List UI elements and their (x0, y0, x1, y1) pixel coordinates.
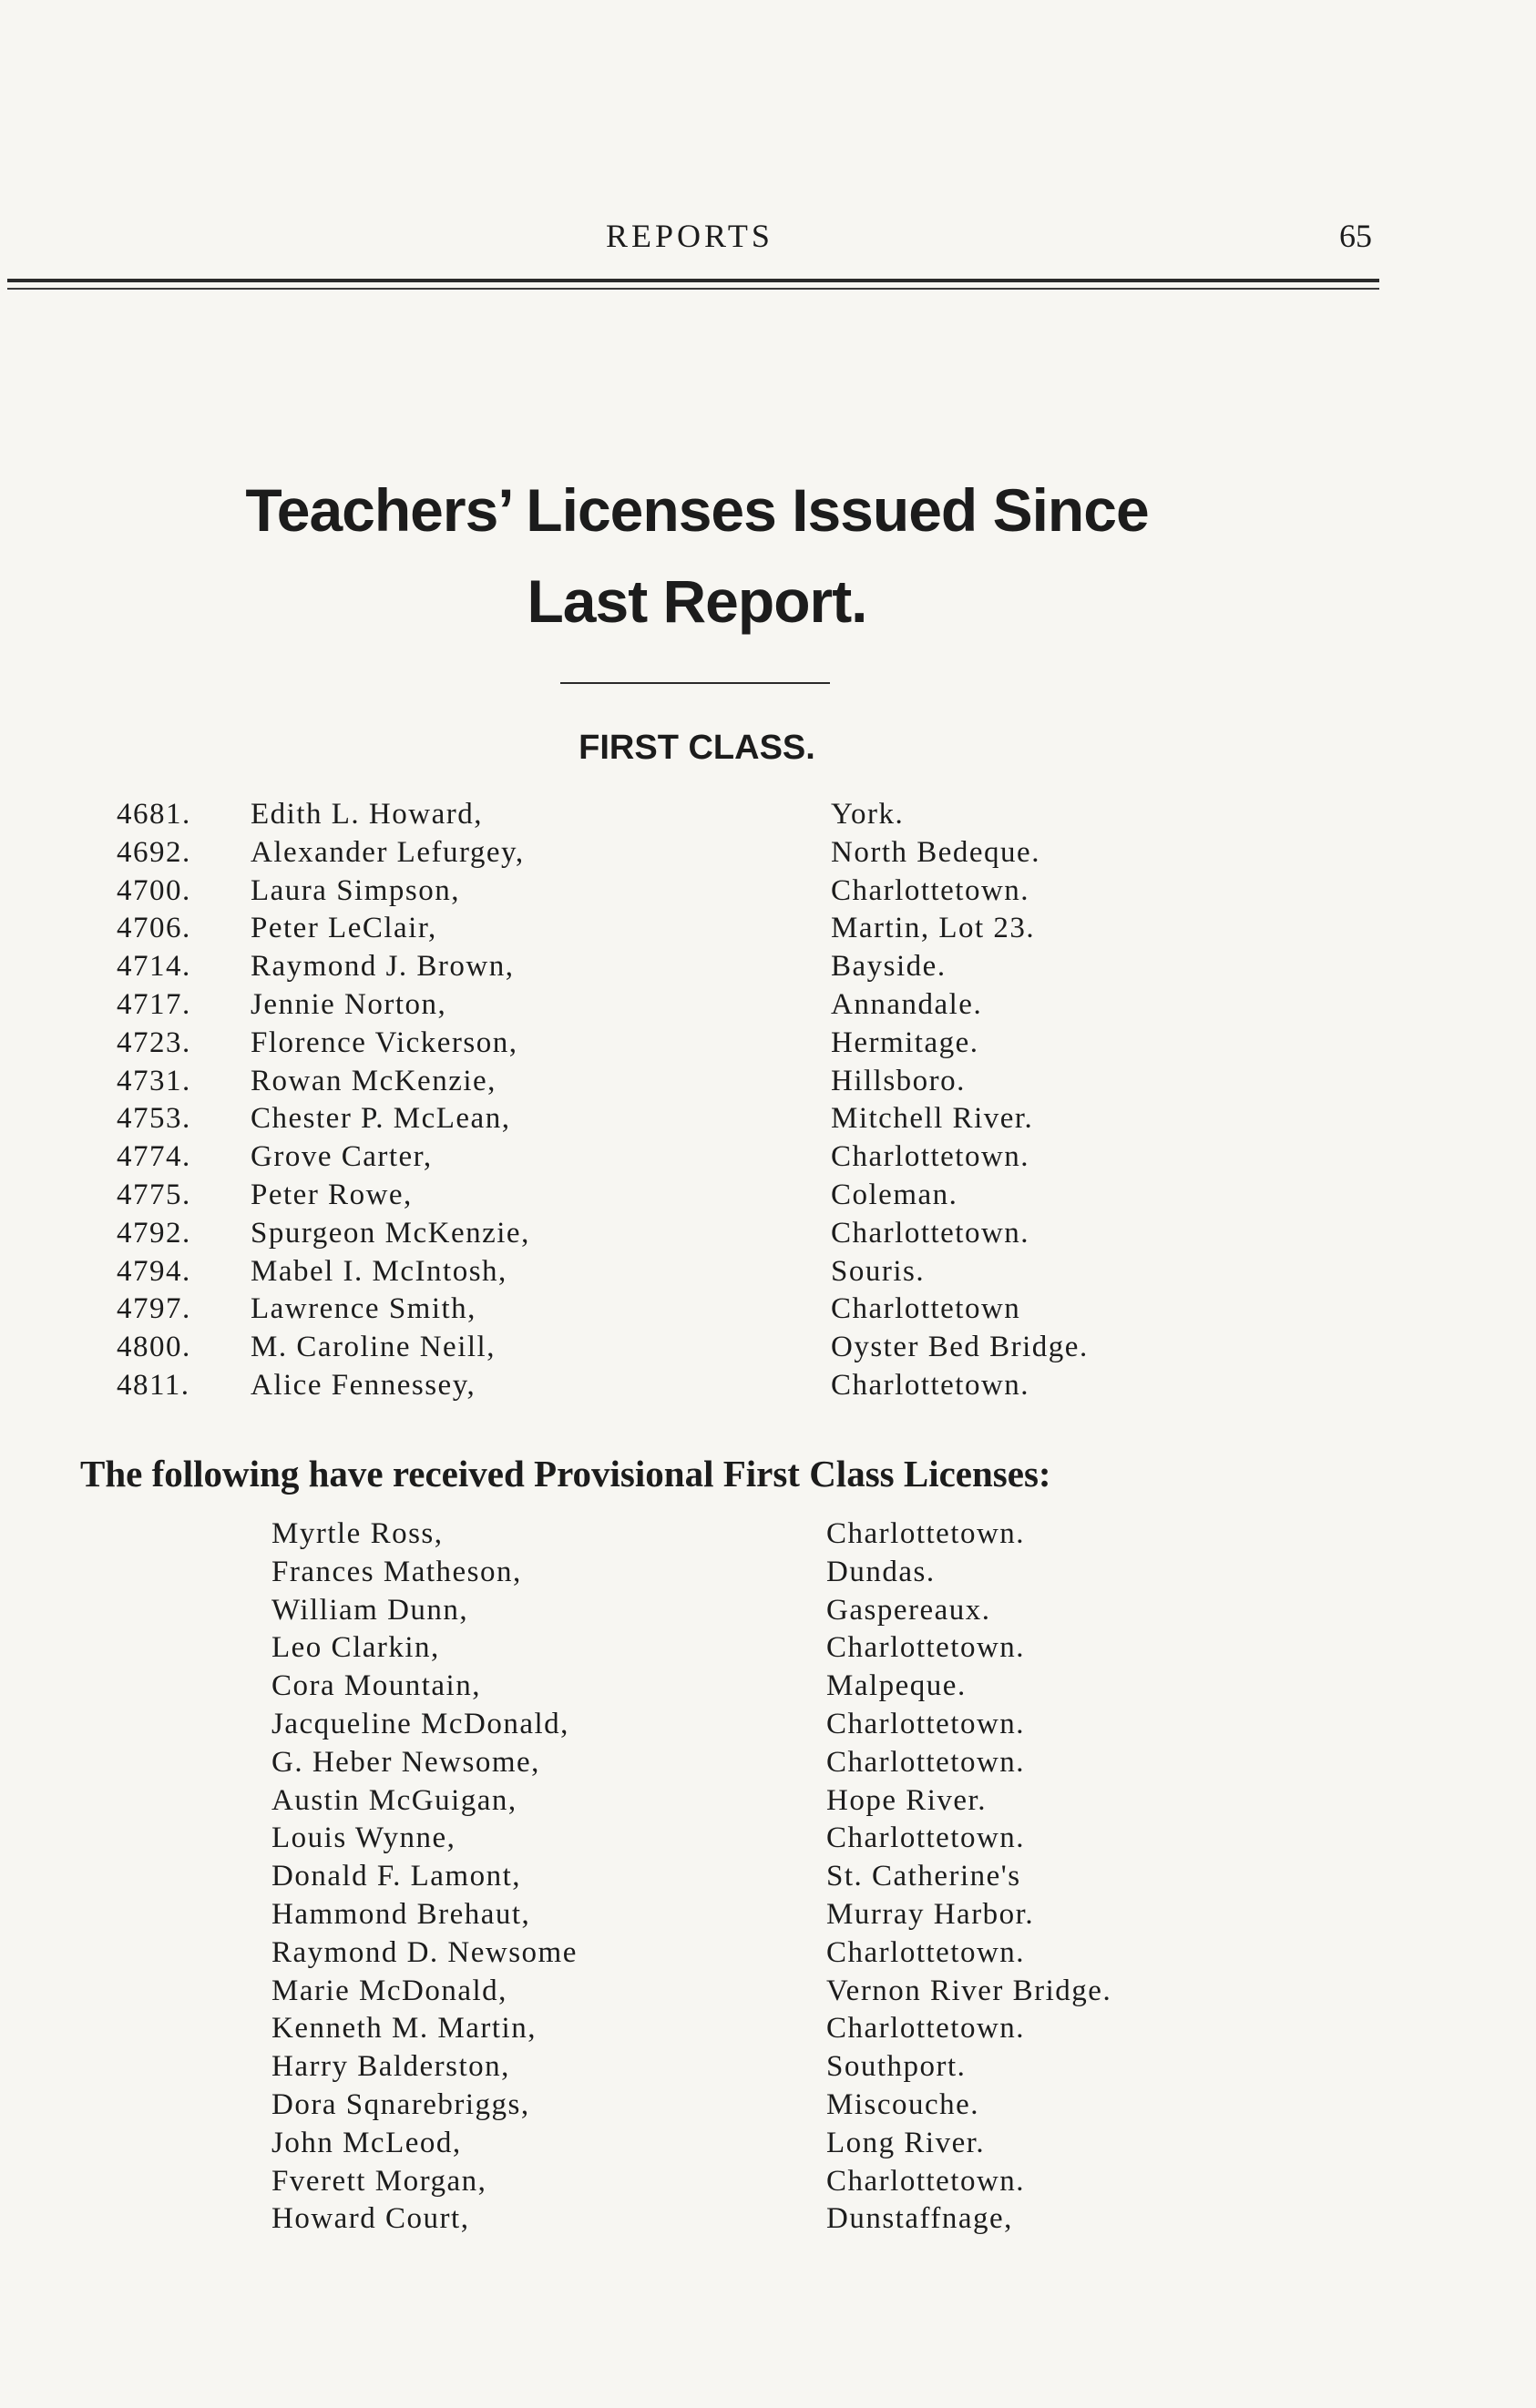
provisional-row (0, 1592, 1536, 1630)
license-number: 4797. (117, 1292, 191, 1326)
provisional-row (0, 1858, 1536, 1896)
teacher-name: Spurgeon McKenzie, (251, 1216, 530, 1250)
license-number: 4753. (117, 1102, 191, 1136)
teacher-place: Charlottetown. (826, 1821, 1026, 1855)
page-title (0, 464, 1394, 647)
running-title: REPORTS (606, 218, 773, 254)
teacher-name: Florence Vickerson, (251, 1025, 518, 1059)
license-row (0, 1253, 1536, 1291)
provisional-row (0, 1934, 1536, 1973)
provisional-row (0, 2125, 1536, 2163)
first-class-list (0, 796, 1536, 1405)
provisional-row (0, 1896, 1536, 1934)
teacher-place: Charlottetown. (826, 2164, 1026, 2198)
license-row (0, 1291, 1536, 1329)
license-row (0, 1329, 1536, 1367)
license-number: 4774. (117, 1140, 191, 1174)
teacher-name: Austin McGuigan, (271, 1783, 517, 1817)
teacher-name: William Dunn, (271, 1593, 469, 1627)
teacher-name: M. Caroline Neill, (251, 1331, 496, 1364)
teacher-name: Rowan McKenzie, (251, 1064, 497, 1097)
teacher-name: G. Heber Newsome, (271, 1745, 540, 1779)
teacher-name: Mabel I. McIntosh, (251, 1254, 507, 1288)
license-row (0, 834, 1536, 872)
teacher-place: Charlottetown. (826, 2012, 1026, 2046)
teacher-place: St. Catherine's (826, 1860, 1021, 1893)
license-number: 4681. (117, 798, 191, 831)
teacher-place: Souris. (831, 1254, 926, 1288)
teacher-name: Howard Court, (271, 2202, 470, 2236)
teacher-place: Charlottetown. (831, 873, 1030, 907)
teacher-place: Dundas. (826, 1555, 936, 1588)
license-number: 4794. (117, 1254, 191, 1288)
teacher-name: Grove Carter, (251, 1140, 433, 1174)
teacher-name: Lawrence Smith, (251, 1292, 476, 1326)
title-divider (560, 682, 830, 684)
teacher-place: Oyster Bed Bridge. (831, 1331, 1089, 1364)
teacher-place: Mitchell River. (831, 1102, 1034, 1136)
teacher-place: Hermitage. (831, 1025, 979, 1059)
teacher-place: Bayside. (831, 950, 947, 984)
provisional-row (0, 2010, 1536, 2048)
teacher-place: Charlottetown. (831, 1216, 1030, 1250)
header-rule-thin (7, 288, 1379, 290)
teacher-name: Louis Wynne, (271, 1821, 456, 1855)
license-row (0, 1177, 1536, 1215)
teacher-name: Frances Matheson, (271, 1555, 522, 1588)
teacher-name: Jennie Norton, (251, 987, 447, 1021)
teacher-place: Charlottetown. (831, 1368, 1030, 1402)
teacher-name: Raymond J. Brown, (251, 950, 515, 984)
teacher-place: Charlottetown. (826, 1707, 1026, 1740)
provisional-row (0, 2087, 1536, 2125)
teacher-name: Leo Clarkin, (271, 1631, 440, 1665)
license-number: 4717. (117, 987, 191, 1021)
teacher-name: Jacqueline McDonald, (271, 1707, 569, 1740)
teacher-name: Laura Simpson, (251, 873, 460, 907)
provisional-row (0, 2048, 1536, 2087)
teacher-place: North Bedeque. (831, 835, 1040, 869)
teacher-name: Peter LeClair, (251, 912, 437, 945)
title-line-2: Last Report. (527, 567, 867, 635)
teacher-place: Charlottetown. (826, 1745, 1026, 1779)
teacher-place: Dunstaffnage, (826, 2202, 1013, 2236)
running-header (0, 217, 1536, 262)
provisional-list (0, 1515, 1536, 2239)
provisional-row (0, 1668, 1536, 1706)
first-class-heading: FIRST CLASS. (579, 729, 815, 767)
license-number: 4700. (117, 873, 191, 907)
teacher-place: Charlottetown. (826, 1517, 1026, 1550)
teacher-name: Fverett Morgan, (271, 2164, 487, 2198)
provisional-row (0, 1782, 1536, 1821)
teacher-name: Cora Mountain, (271, 1669, 481, 1703)
license-row (0, 1063, 1536, 1101)
teacher-name: Dora Sqnarebriggs, (271, 2087, 530, 2121)
teacher-place: Charlottetown (831, 1292, 1021, 1326)
teacher-name: Peter Rowe, (251, 1178, 413, 1211)
teacher-name: John McLeod, (271, 2126, 462, 2159)
license-row (0, 1025, 1536, 1063)
teacher-place: Malpeque. (826, 1669, 967, 1703)
license-number: 4731. (117, 1064, 191, 1097)
provisional-row (0, 1554, 1536, 1592)
teacher-place: Murray Harbor. (826, 1897, 1035, 1931)
teacher-name: Marie McDonald, (271, 1974, 507, 2007)
teacher-name: Harry Balderston, (271, 2050, 510, 2084)
provisional-row (0, 2163, 1536, 2201)
provisional-row (0, 1973, 1536, 2011)
provisional-heading: The following have received Provisional First Class Licenses: (80, 1453, 1051, 1495)
license-row (0, 1100, 1536, 1138)
license-row (0, 910, 1536, 948)
teacher-name: Alexander Lefurgey, (251, 835, 525, 869)
license-number: 4800. (117, 1331, 191, 1364)
header-rule-thick (7, 279, 1379, 282)
teacher-name: Kenneth M. Martin, (271, 2012, 537, 2046)
teacher-place: Charlottetown. (826, 1631, 1026, 1665)
teacher-place: York. (831, 798, 905, 831)
teacher-name: Hammond Brehaut, (271, 1897, 531, 1931)
license-number: 4792. (117, 1216, 191, 1250)
teacher-name: Myrtle Ross, (271, 1517, 444, 1550)
license-row (0, 1367, 1536, 1405)
teacher-place: Southport. (826, 2050, 967, 2084)
teacher-name: Edith L. Howard, (251, 798, 483, 831)
license-row (0, 1215, 1536, 1253)
teacher-name: Alice Fennessey, (251, 1368, 476, 1402)
provisional-row (0, 1744, 1536, 1782)
teacher-name: Raymond D. Newsome (271, 1935, 578, 1969)
teacher-place: Vernon River Bridge. (826, 1974, 1112, 2007)
teacher-place: Miscouche. (826, 2087, 980, 2121)
teacher-place: Hillsboro. (831, 1064, 966, 1097)
license-row (0, 872, 1536, 911)
teacher-name: Chester P. McLean, (251, 1102, 511, 1136)
teacher-place: Long River. (826, 2126, 986, 2159)
teacher-place: Gaspereaux. (826, 1593, 991, 1627)
license-number: 4811. (117, 1368, 190, 1402)
teacher-place: Charlottetown. (826, 1935, 1026, 1969)
teacher-place: Annandale. (831, 987, 983, 1021)
teacher-name: Donald F. Lamont, (271, 1860, 521, 1893)
provisional-row (0, 1820, 1536, 1858)
page-number: 65 (1339, 218, 1372, 254)
license-row (0, 1138, 1536, 1177)
teacher-place: Coleman. (831, 1178, 958, 1211)
license-row (0, 948, 1536, 986)
teacher-place: Martin, Lot 23. (831, 912, 1036, 945)
license-number: 4706. (117, 912, 191, 945)
provisional-row (0, 1515, 1536, 1554)
provisional-row (0, 2200, 1536, 2239)
provisional-row (0, 1706, 1536, 1744)
license-number: 4775. (117, 1178, 191, 1211)
teacher-place: Charlottetown. (831, 1140, 1030, 1174)
title-line-1: Teachers’ Licenses Issued Since (245, 476, 1149, 544)
provisional-row (0, 1629, 1536, 1668)
license-row (0, 986, 1536, 1025)
license-number: 4723. (117, 1025, 191, 1059)
teacher-place: Hope River. (826, 1783, 987, 1817)
license-row (0, 796, 1536, 834)
license-number: 4692. (117, 835, 191, 869)
license-number: 4714. (117, 950, 191, 984)
